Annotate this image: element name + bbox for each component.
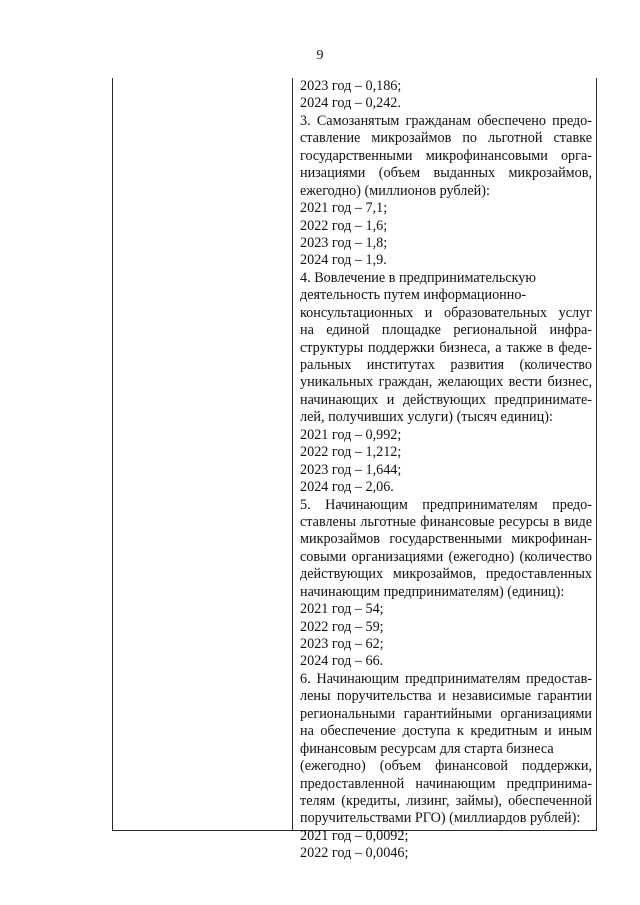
text-line: 2023 год – 62; xyxy=(300,636,384,652)
indicators-table xyxy=(112,78,597,862)
text-line: 6. Начинающим предпринимателям предостав- xyxy=(300,670,592,687)
text-line: деятельность путем информационно- xyxy=(300,287,527,304)
text-line: 2023 год – 1,8; xyxy=(300,234,388,251)
text-line: государственными микрофинансовыми орга- xyxy=(300,147,592,164)
text-line: 2023 год – 1,644; xyxy=(300,461,402,478)
text-line: 2024 год – 0,242. xyxy=(300,95,401,112)
text-line: уникальных граждан, желающих вести бизнес, xyxy=(300,374,592,391)
text-line: 2024 год – 1,9. xyxy=(300,252,387,269)
text-line: ежегодно) (миллионов рублей): xyxy=(300,182,490,199)
text-line: 3. Самозанятым гражданам обеспечено предо- xyxy=(300,112,592,129)
text-line: начинающим предпринимателям) (единиц): xyxy=(300,583,565,600)
page-number: 9 xyxy=(316,48,324,63)
table-right-column xyxy=(293,78,596,862)
text-line: 2024 год – 2,06. xyxy=(300,479,394,496)
text-line: на единой площадке региональной инфра- xyxy=(300,322,592,339)
text-line: 2022 год – 59; xyxy=(300,618,384,635)
text-line: на обеспечение доступа к кредитным и иным xyxy=(300,723,592,740)
text-line: 4. Вовлечение в предпринимательскую xyxy=(300,269,537,286)
text-line: ставление микрозаймов по льготной ставке xyxy=(300,130,592,147)
text-line: (ежегодно) (объем финансовой поддержки, xyxy=(300,758,592,775)
text-line: 2022 год – 1,212; xyxy=(300,444,402,461)
text-line: лены поручительства и независимые гарантии xyxy=(300,688,592,705)
text-line: консультационных и образовательных услуг xyxy=(300,304,592,321)
text-line: поручительствами РГО) (миллиардов рублей): xyxy=(300,810,581,827)
text-line: 2022 год – 0,0046; xyxy=(300,845,409,862)
text-line: ставлены льготные финансовые ресурсы в виде xyxy=(300,513,592,530)
text-line: низациями (объем выданных микрозаймов, xyxy=(300,165,592,182)
text-line: лей, получивших услуги) (тысяч единиц): xyxy=(300,409,553,426)
text-line: структуры поддержки бизнеса, а также в феде- xyxy=(300,339,592,356)
text-line: ральных институтах развития (количество xyxy=(300,357,592,373)
text-line: 2022 год – 1,6; xyxy=(300,217,388,234)
text-line: телям (кредиты, лизинг, займы), обеспеченной xyxy=(300,792,592,809)
text-line: 2021 год – 7,1; xyxy=(300,200,388,217)
text-line: совыми организациями (ежегодно) (количество xyxy=(300,548,592,565)
text-line: финансовым ресурсам для старта бизнеса xyxy=(300,740,554,757)
text-line: предоставленной начинающим предпринима- xyxy=(300,775,592,792)
text-line: 2024 год – 66. xyxy=(300,653,384,670)
text-line: 2021 год – 0,0092; xyxy=(300,827,409,844)
text-line: 2023 год – 0,186; xyxy=(300,78,402,94)
text-line: 2021 год – 54; xyxy=(300,601,384,618)
text-line: 2021 год – 0,992; xyxy=(300,426,402,443)
table-left-column xyxy=(113,78,293,830)
text-line: начинающих и действующих предпринимате- xyxy=(300,391,592,408)
text-line: микрозаймов государственными микрофинан- xyxy=(300,531,592,548)
text-line: региональными гарантийными организациями xyxy=(300,705,592,722)
text-line: 5. Начинающим предпринимателям предо- xyxy=(300,496,592,513)
text-line: действующих микрозаймов, предоставленных xyxy=(300,566,592,583)
